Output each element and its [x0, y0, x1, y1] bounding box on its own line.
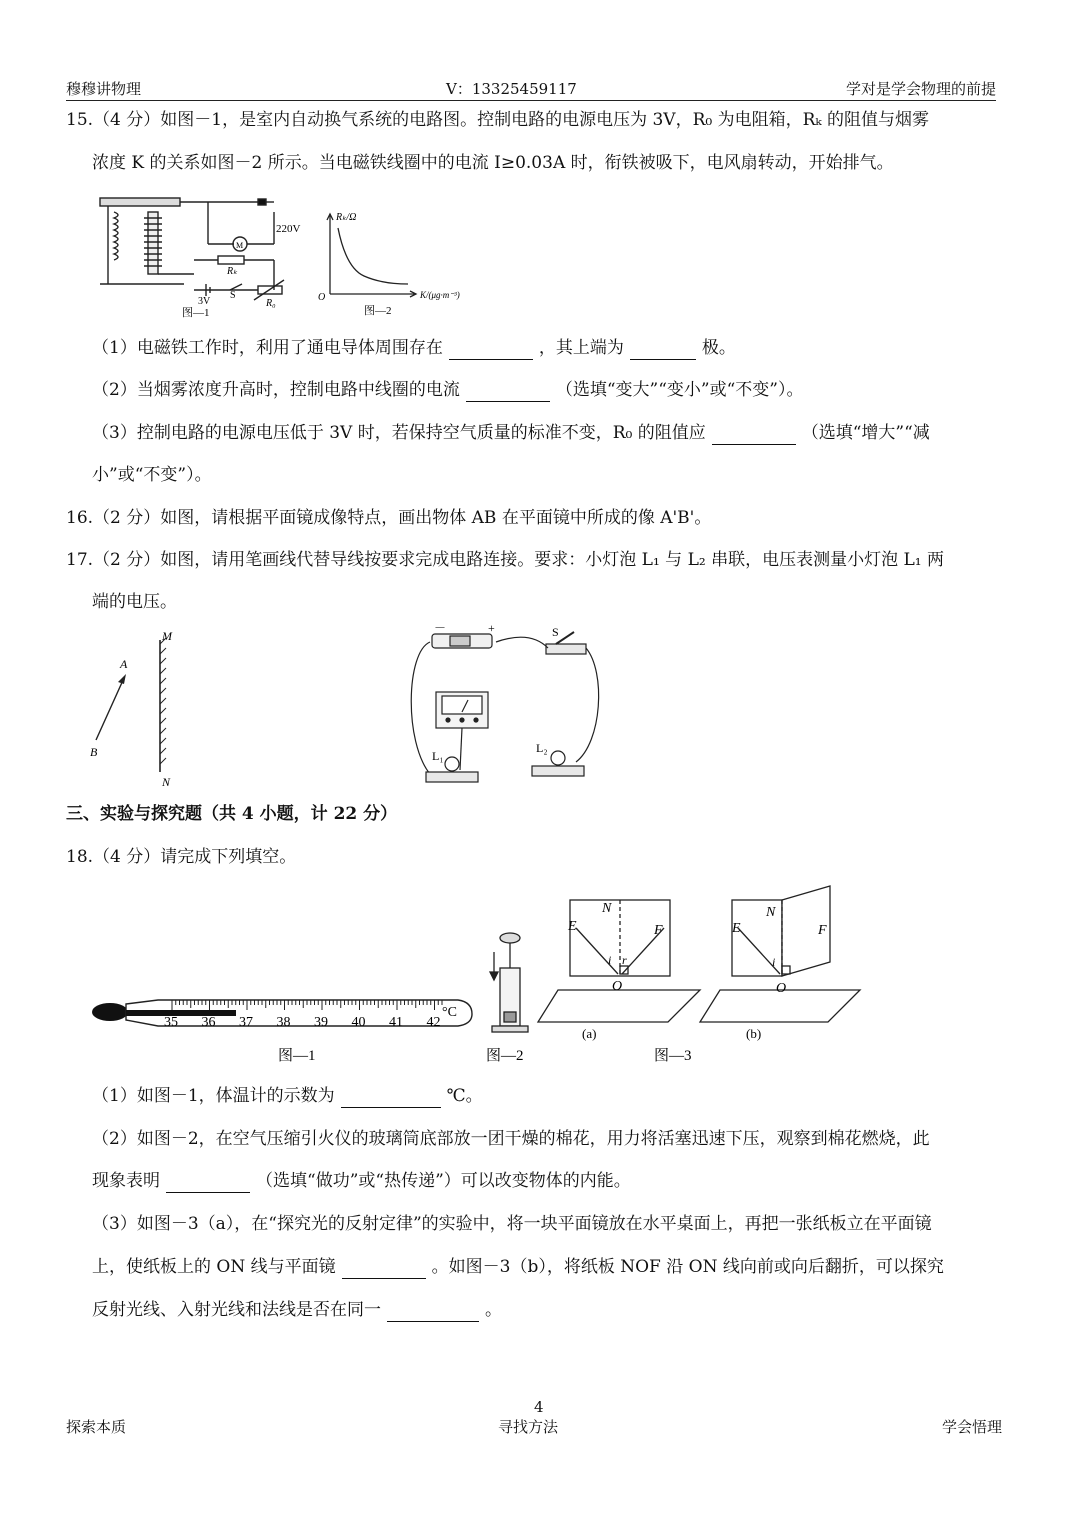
- q15-sub3-text-b: （选填“增大”“减: [801, 423, 930, 443]
- battery-plus: +: [488, 622, 495, 635]
- label-m: M: [162, 629, 172, 643]
- label-r0: R₀: [266, 298, 276, 309]
- wire-right: [576, 648, 599, 762]
- footer-left: 探索本质: [66, 1418, 127, 1436]
- wire-left: [411, 642, 430, 774]
- q18-sub2-text-b: （选填“做功”或“热传递”）可以改变物体的内能。: [256, 1171, 631, 1191]
- q15-sub1-text-a: （1）电磁铁工作时，利用了通电导体周围存在: [92, 338, 443, 358]
- iron-core: [148, 212, 158, 274]
- battery-minus: －: [434, 622, 447, 635]
- label-3v: 3V: [198, 296, 211, 307]
- label-f-b: F: [818, 923, 827, 938]
- label-i-a: i: [608, 953, 612, 967]
- fig2-ylabel: Rₖ/Ω: [336, 212, 357, 223]
- q15-blank-2[interactable]: [630, 341, 696, 360]
- section-3-heading: 三、实验与探究题（共 4 小题，计 22 分）: [66, 804, 398, 824]
- label-e-b: E: [732, 921, 741, 936]
- q15-sub1-text-c: 极。: [701, 338, 736, 358]
- q15-figure-2: [316, 206, 486, 320]
- q16-figure: [84, 626, 194, 791]
- header-right: 学对是学会物理的前提: [845, 80, 996, 98]
- thermo-tick-label: 38: [276, 1015, 291, 1030]
- label-220v: 220V: [276, 223, 301, 235]
- q18-sub1: [92, 1084, 483, 1108]
- air-compression-igniter: [490, 933, 528, 1032]
- page-number: 4: [534, 1398, 544, 1416]
- label-a-sub: (a): [582, 1026, 597, 1041]
- clinical-thermometer: [92, 1000, 472, 1064]
- page-header: [66, 78, 996, 101]
- q15-sub1: [92, 336, 736, 360]
- thermo-tick-label: 35: [164, 1015, 178, 1030]
- q18-sub3-text-d: 。: [485, 1300, 502, 1320]
- header-center: V：13325459117: [446, 80, 577, 98]
- label-e-a: E: [568, 919, 577, 934]
- fig1-caption: 图—1: [182, 307, 210, 319]
- object-ab: [96, 678, 124, 740]
- label-o-b: O: [776, 981, 787, 996]
- q18-sub2-line1: （2）如图－2，在空气压缩引火仪的玻璃筒底部放一团干燥的棉花，用力将活塞迅速下压，观察到棉花燃烧，此: [92, 1129, 930, 1149]
- q18-sub3-text-b: 。如图－3（b），将纸板 NOF 沿 ON 线向前或向后翻折，可以探究: [431, 1257, 944, 1277]
- rk-resistor: [218, 256, 244, 264]
- q18-sub3-text-a: 上，使纸板上的 ON 线与平面镜: [92, 1257, 336, 1277]
- label-l2: L₂: [536, 741, 548, 755]
- label-n-b: N: [766, 905, 776, 920]
- bulb-l2-base: [532, 766, 584, 776]
- q18-sub1-text-a: （1）如图－1，体温计的示数为: [92, 1086, 335, 1106]
- q15-sub1-text-b: ，其上端为: [538, 338, 624, 358]
- rk-curve: [338, 228, 408, 284]
- label-f-a: F: [654, 923, 663, 938]
- q18-sub1-text-b: ℃。: [446, 1086, 483, 1106]
- label-m: M: [236, 241, 244, 250]
- footer-center: 寻找方法: [498, 1418, 559, 1436]
- wire-top: [496, 637, 548, 648]
- q17-line2: 端的电压。: [92, 592, 177, 612]
- q15-sub2: [92, 378, 803, 402]
- armature: [100, 198, 180, 206]
- q18-blank-2[interactable]: [166, 1174, 250, 1193]
- fig2-xlabel: K/(μg·m⁻³): [420, 290, 460, 300]
- label-b: B: [90, 745, 98, 759]
- label-n: N: [162, 775, 171, 789]
- thermo-tick-label: 36: [201, 1015, 216, 1030]
- q16-text: 16.（2 分）如图，请根据平面镜成像特点，画出物体 AB 在平面镜中所成的像 A'B'。: [66, 508, 712, 528]
- reflection-setup-b: [700, 886, 860, 1022]
- switch-s: [546, 644, 586, 654]
- q18-sub3-line2: [92, 1255, 944, 1279]
- q15-line2: 浓度 K 的关系如图－2 所示。当电磁铁线圈中的电流 I≥0.03A 时，衔铁被吸下，电风扇转动，开始排气。: [92, 153, 894, 173]
- q18-sub3-line3: [92, 1298, 502, 1322]
- q18-sub3-text-c: 反射光线、入射光线和法线是否在同一: [92, 1300, 381, 1320]
- thermo-tick-label: 41: [389, 1015, 403, 1030]
- q15-sub2-text-a: （2）当烟雾浓度升高时，控制电路中线圈的电流: [92, 380, 460, 400]
- q18-blank-1[interactable]: [341, 1089, 441, 1108]
- label-i-b: i: [772, 955, 776, 969]
- mirror-hatching: [160, 638, 166, 764]
- label-b-sub: (b): [746, 1026, 762, 1041]
- label-l1: L₁: [432, 749, 444, 763]
- q15-sub2-text-b: （选填“变大”“变小”或“不变”）。: [555, 380, 804, 400]
- fig2-caption-q18: 图—2: [486, 1048, 524, 1064]
- label-s: S: [230, 290, 236, 301]
- q15-sub3-text-a: （3）控制电路的电源电压低于 3V 时，若保持空气质量的标准不变，R₀ 的阻值应: [92, 423, 706, 443]
- label-o-a: O: [612, 979, 623, 994]
- reflection-setup-a: [538, 900, 700, 1022]
- thermo-tick-label: 42: [426, 1015, 441, 1030]
- label-r-a: r: [622, 953, 627, 967]
- bulb-l1: [445, 757, 459, 771]
- fig2-caption: 图—2: [364, 305, 392, 317]
- q18-blank-3[interactable]: [342, 1260, 426, 1279]
- q18-sub2-line2: [92, 1169, 631, 1193]
- q17-figure: [400, 622, 610, 792]
- thermo-unit: °C: [442, 1005, 457, 1020]
- thermo-tick-label: 40: [351, 1015, 366, 1030]
- thermo-tick-label: 39: [314, 1015, 328, 1030]
- spring: [114, 212, 118, 260]
- q18-figures: [88, 882, 868, 1067]
- fig3-caption: 图—3: [654, 1048, 692, 1064]
- q18-sub3-line1: （3）如图－3（a），在“探究光的反射定律”的实验中，将一块平面镜放在水平桌面上，再把一张纸板立在平面镜: [92, 1214, 932, 1234]
- q18-blank-4[interactable]: [387, 1303, 479, 1322]
- label-n-a: N: [602, 901, 612, 916]
- bulb-l1-base: [426, 772, 478, 782]
- label-rk: Rₖ: [227, 266, 238, 277]
- q17-line1: 17.（2 分）如图，请用笔画线代替导线按要求完成电路连接。要求：小灯泡 L₁ 与 L₂ 串联，电压表测量小灯泡 L₁ 两: [66, 550, 944, 570]
- mercury-column: [126, 1010, 236, 1016]
- q15-line1: 15.（4 分）如图－1，是室内自动换气系统的电路图。控制电路的电源电压为 3V，R₀ 为电阻箱，Rₖ 的阻值与烟雾: [66, 110, 929, 130]
- q15-sub3: [92, 421, 930, 445]
- q18-title: 18.（4 分）请完成下列填空。: [66, 847, 297, 867]
- q15-figure-1: [94, 192, 324, 320]
- thermo-tick-label: 37: [239, 1015, 253, 1030]
- fig2-origin: O: [318, 292, 326, 303]
- q15-sub3-cont: 小”或“不变”）。: [92, 465, 212, 485]
- thermo-caption: 图—1: [278, 1048, 316, 1064]
- label-a: A: [120, 657, 128, 671]
- q15-blank-4[interactable]: [712, 426, 796, 445]
- q15-blank-1[interactable]: [449, 341, 533, 360]
- footer-right: 学会悟理: [942, 1418, 1003, 1436]
- q15-blank-3[interactable]: [466, 383, 550, 402]
- bulb-l2: [551, 751, 565, 765]
- q18-sub2-text-a: 现象表明: [92, 1171, 160, 1191]
- header-left: 穆穆讲物理: [66, 80, 142, 98]
- label-switch: S: [552, 625, 559, 639]
